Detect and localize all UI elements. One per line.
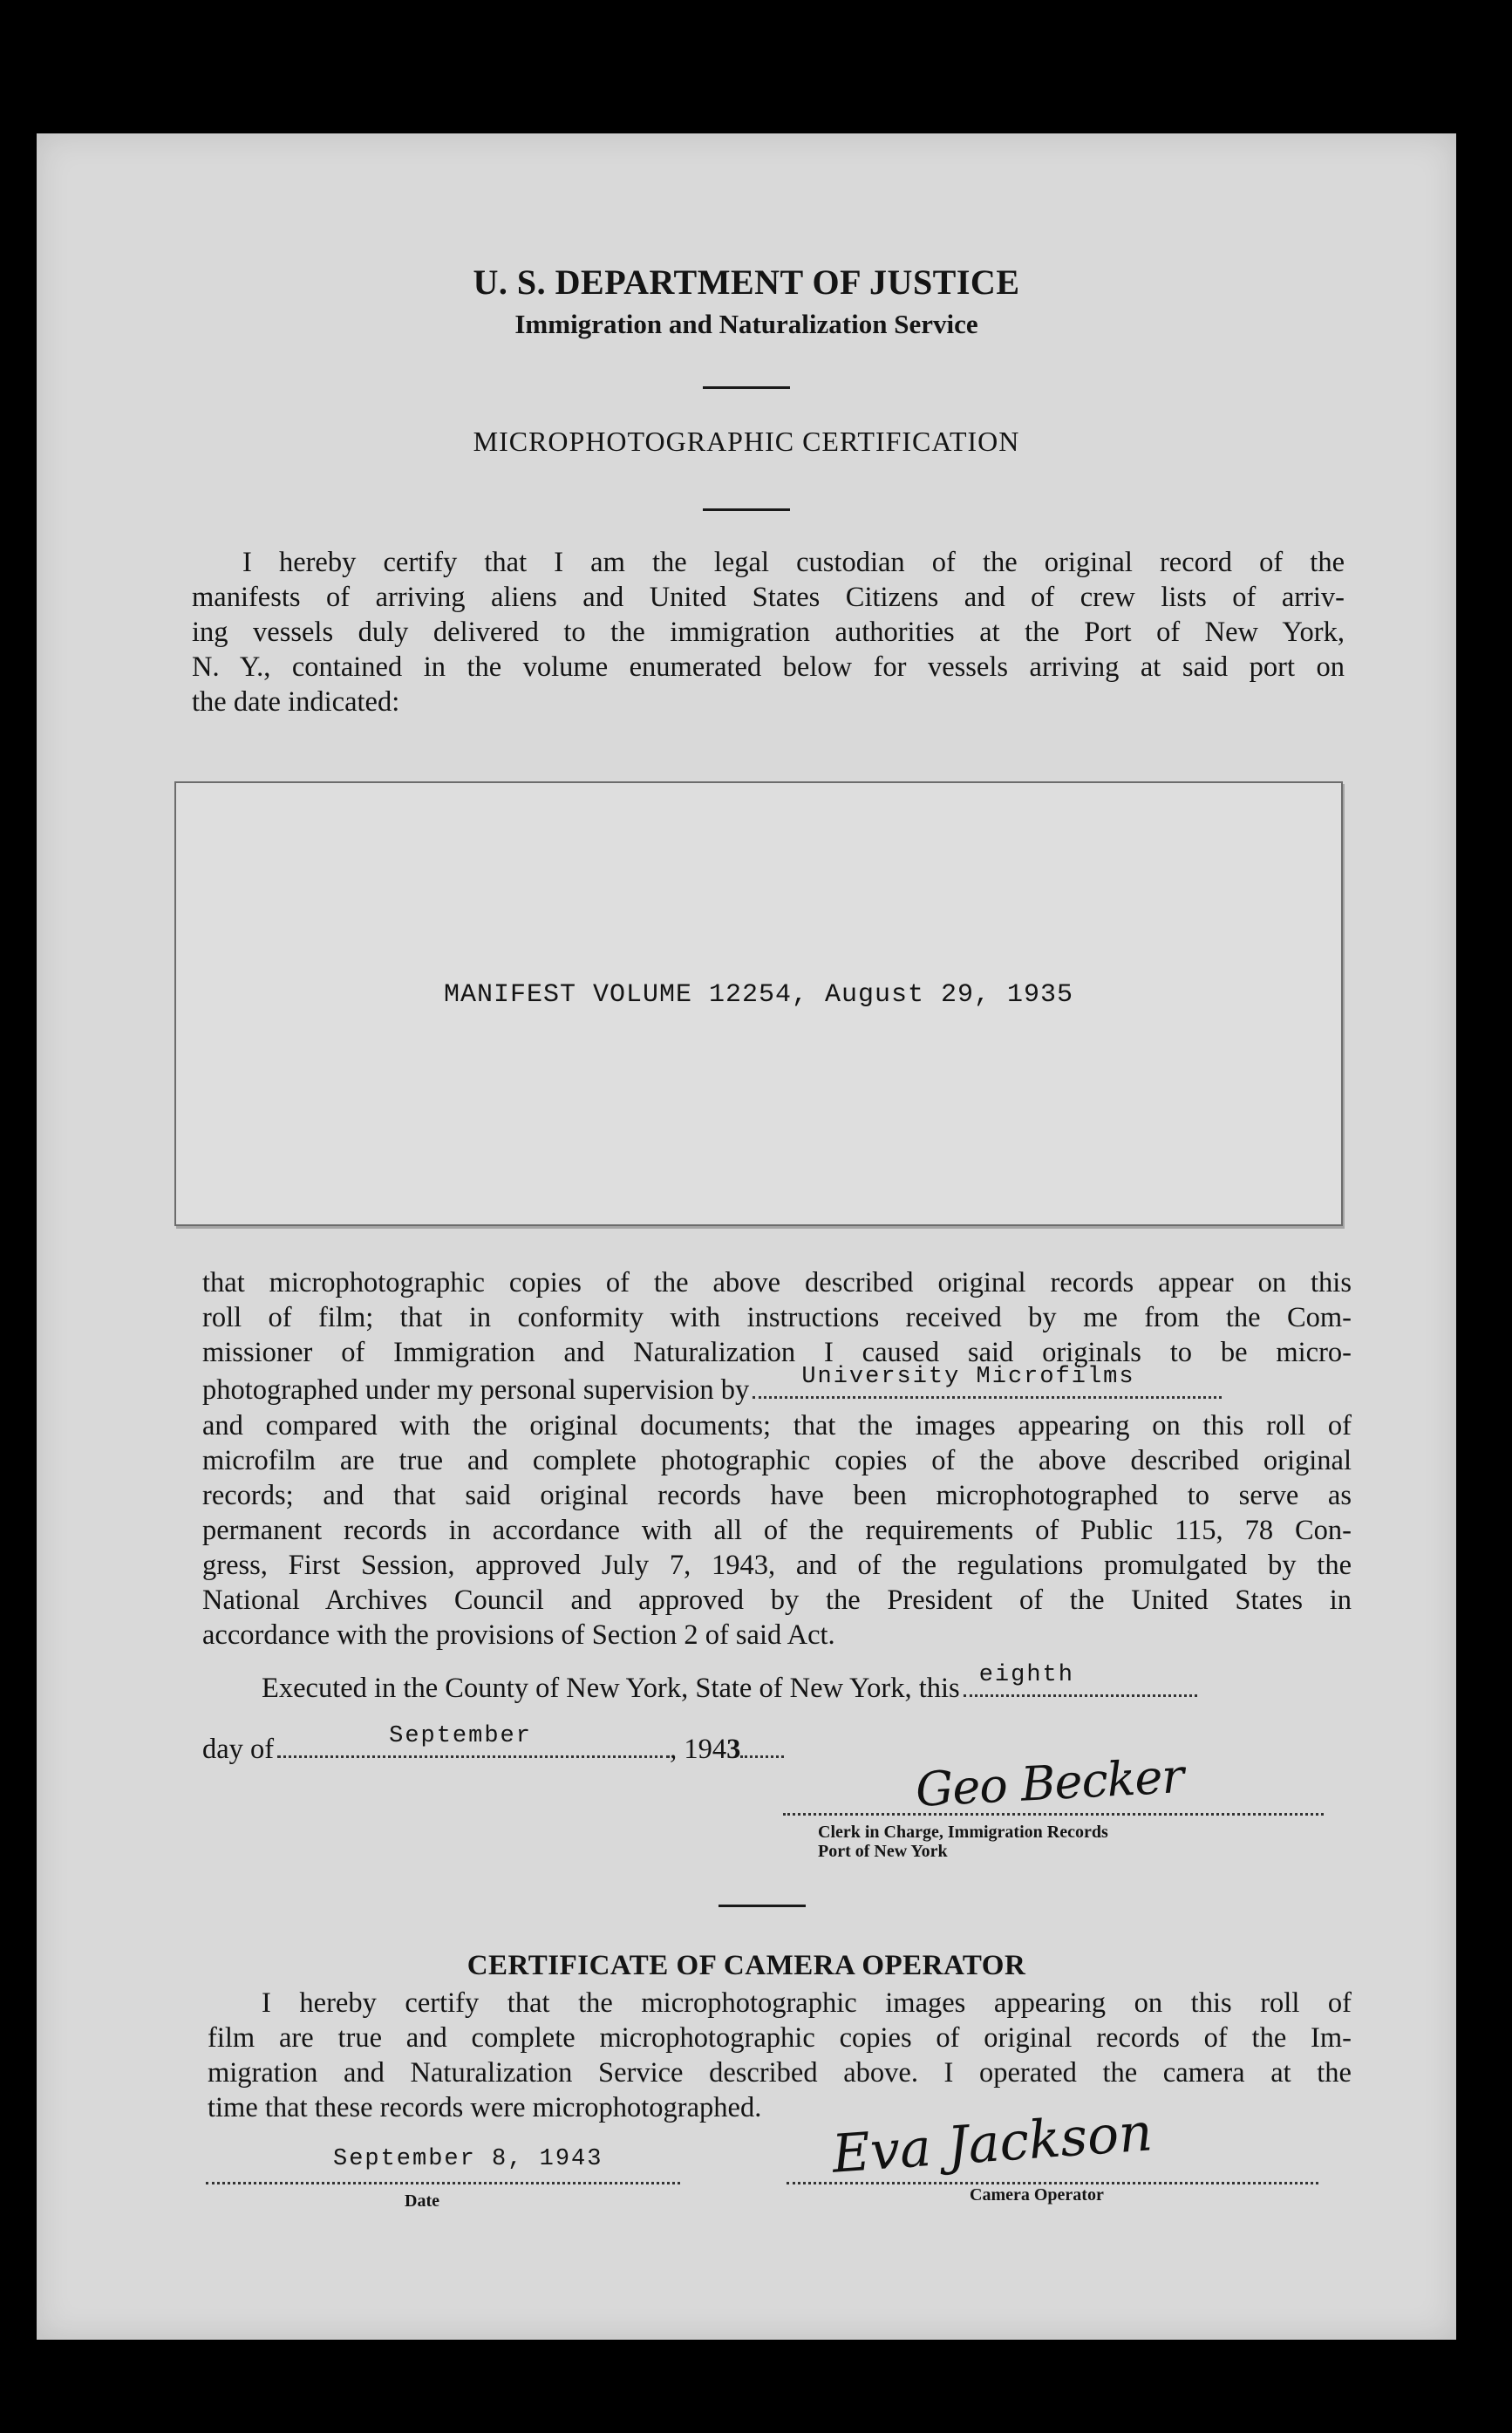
body-line: gress, First Session, approved July 7, 1943, and of the regulations promulgated by the [202, 1550, 1352, 1581]
operator-label: Camera Operator [970, 2185, 1104, 2205]
date-line [206, 2178, 680, 2184]
divider [719, 1905, 806, 1907]
clerk-title [818, 1823, 1108, 1861]
day-value: eighth [978, 1662, 1074, 1688]
camera-line: I hereby certify that the microphotographic images appearing on this roll of [262, 1987, 1352, 2019]
body-line: missioner of Immigration and Naturalization I caused said originals to be micro- [202, 1337, 1352, 1368]
divider [703, 386, 790, 389]
camera-line: migration and Naturalization Service described above. I operated the camera at the [208, 2057, 1352, 2089]
body-line: and compared with the original documents; that the images appearing on this roll of [202, 1410, 1352, 1441]
body-line: National Archives Council and approved by the President of the United States in [202, 1585, 1352, 1616]
month-value: September [389, 1723, 532, 1749]
year-value: 3 [726, 1734, 741, 1765]
supervision-label: photographed under my personal supervision by [202, 1374, 750, 1406]
year-prefix: , 194 [670, 1734, 727, 1765]
intro-paragraph [192, 545, 1345, 719]
body-line: records; and that said original records have been microphotographed to serve as [202, 1480, 1352, 1511]
operator-signature: Eva Jackson [830, 2102, 1154, 2185]
body-line: microfilm are true and complete photographic copies of the above described original [202, 1445, 1352, 1476]
intro-line: N. Y., contained in the volume enumerated below for vessels arriving at said port on [192, 651, 1345, 683]
year-dots [740, 1729, 784, 1758]
executed-label: Executed in the County of New York, State of New York, this [262, 1673, 960, 1704]
intro-line: manifests of arriving aliens and United States Citizens and of crew lists of arriv- [192, 582, 1345, 613]
intro-line: I hereby certify that I am the legal custodian of the original record of the [242, 547, 1345, 578]
date-label: Date [405, 2191, 439, 2211]
month-field [277, 1723, 670, 1758]
service-subheading: Immigration and Naturalization Service [514, 309, 978, 339]
body-line: accordance with the provisions of Section 2 of said Act. [202, 1619, 835, 1651]
certification-paragraph [202, 1265, 1352, 1653]
certificate-sheet [37, 133, 1456, 2340]
divider [703, 508, 790, 511]
supervision-line [202, 1364, 1352, 1408]
executed-line [262, 1662, 1352, 1706]
clerk-title-line: Clerk in Charge, Immigration Records [818, 1823, 1108, 1842]
day-of-line [202, 1723, 784, 1767]
day-field [964, 1662, 1197, 1697]
intro-line: ing vessels duly delivered to the immigration authorities at the Port of New York, [192, 617, 1345, 648]
camera-certificate-heading: CERTIFICATE OF CAMERA OPERATOR [467, 1950, 1026, 1981]
body-line: that microphotographic copies of the above described original records appear on this [202, 1267, 1352, 1298]
manifest-box [174, 781, 1343, 1226]
operator-date: September 8, 1943 [333, 2146, 603, 2172]
body-line: roll of film; that in conformity with instructions received by me from the Com- [202, 1302, 1352, 1333]
clerk-signature-line [783, 1809, 1324, 1816]
supervisor-field [753, 1364, 1222, 1399]
manifest-volume-text: MANIFEST VOLUME 12254, August 29, 1935 [443, 980, 1074, 1010]
body-line: permanent records in accordance with all of the requirements of Public 115, 78 Con- [202, 1515, 1352, 1546]
clerk-office-line: Port of New York [818, 1842, 948, 1861]
page-title: MICROPHOTOGRAPHIC CERTIFICATION [473, 426, 1020, 457]
day-of-label: day of [202, 1734, 275, 1765]
camera-line: film are true and complete microphotographic copies of original records of the Im- [208, 2022, 1352, 2054]
supervisor-name: University Microfilms [801, 1364, 1135, 1390]
department-heading: U. S. DEPARTMENT OF JUSTICE [473, 262, 1020, 302]
camera-paragraph [208, 1986, 1352, 2125]
clerk-signature: Geo Becker [914, 1748, 1185, 1817]
intro-line: the date indicated: [192, 686, 400, 718]
camera-line: time that these records were microphotographed. [208, 2092, 762, 2123]
